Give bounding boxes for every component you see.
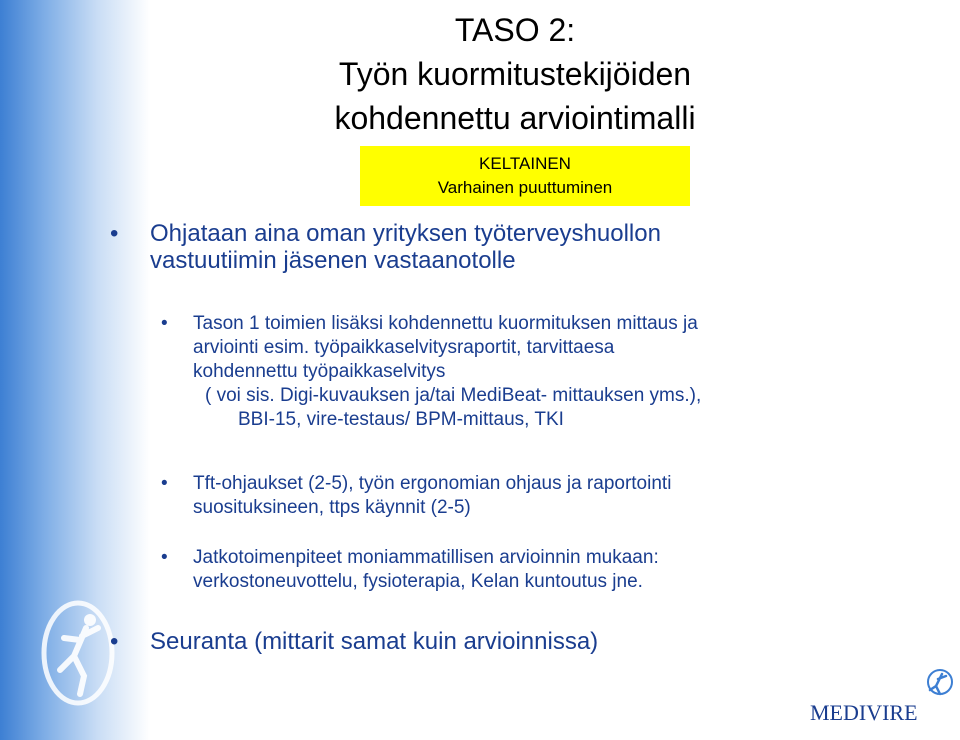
bullet-dot: • (110, 220, 119, 247)
figure-logo-icon (38, 598, 118, 708)
title-line-1: TASO 2: (454, 12, 576, 48)
highlight-box (360, 146, 690, 206)
bullet-1 (110, 220, 661, 274)
sub-bullet-3-line-1: Jatkotoimenpiteet moniammatillisen arvioinnin mukaan: (193, 547, 659, 568)
brand-name: MEDIVIRE (810, 700, 918, 725)
bullet-dot: • (161, 547, 168, 568)
sub-bullet-2-line-1: Tft-ohjaukset (2-5), työn ergonomian ohjaus ja raportointi (193, 473, 672, 494)
bullet-2-line-1: Seuranta (mittarit samat kuin arvioinnissa) (150, 628, 599, 655)
sub-bullet-1 (161, 312, 702, 432)
bullet-1-line-2: vastuutiimin jäsenen vastaanotolle (150, 247, 516, 274)
highlight-line-2: Varhainen puuttuminen (437, 178, 613, 197)
slide-title (230, 8, 800, 140)
sub-bullet-3-line-2: verkostoneuvottelu, fysioterapia, Kelan kuntoutus jne. (193, 571, 643, 592)
sub-bullet-1-line-2: arviointi esim. työpaikkaselvitysraportit, tarvittaesa (193, 337, 615, 358)
sub-bullet-1-line-5: BBI-15, vire-testaus/ BPM-mittaus, TKI (238, 409, 564, 430)
sub-bullet-1-line-3: kohdennettu työpaikkaselvitys (193, 361, 446, 382)
bullet-1-line-1: Ohjataan aina oman yrityksen työterveyshuollon (150, 220, 661, 247)
sub-bullet-2 (161, 472, 672, 520)
bullet-dot: • (161, 473, 168, 494)
sub-bullet-2-line-2: suosituksineen, ttps käynnit (2-5) (193, 497, 471, 518)
highlight-line-1: KELTAINEN (479, 154, 571, 173)
sub-bullet-1-line-4: ( voi sis. Digi-kuvauksen ja/tai MediBeat- mittauksen yms.), (205, 385, 702, 406)
medivire-logo (808, 668, 958, 728)
sub-bullet-3 (161, 546, 659, 594)
sub-bullet-1-line-1: Tason 1 toimien lisäksi kohdennettu kuormituksen mittaus ja (193, 313, 698, 334)
bullet-dot: • (110, 628, 119, 655)
title-line-3: kohdennettu arviointimalli (334, 100, 696, 136)
bullet-dot: • (161, 313, 168, 334)
bullet-2 (110, 628, 599, 655)
title-line-2: Työn kuormitustekijöiden (338, 56, 692, 92)
